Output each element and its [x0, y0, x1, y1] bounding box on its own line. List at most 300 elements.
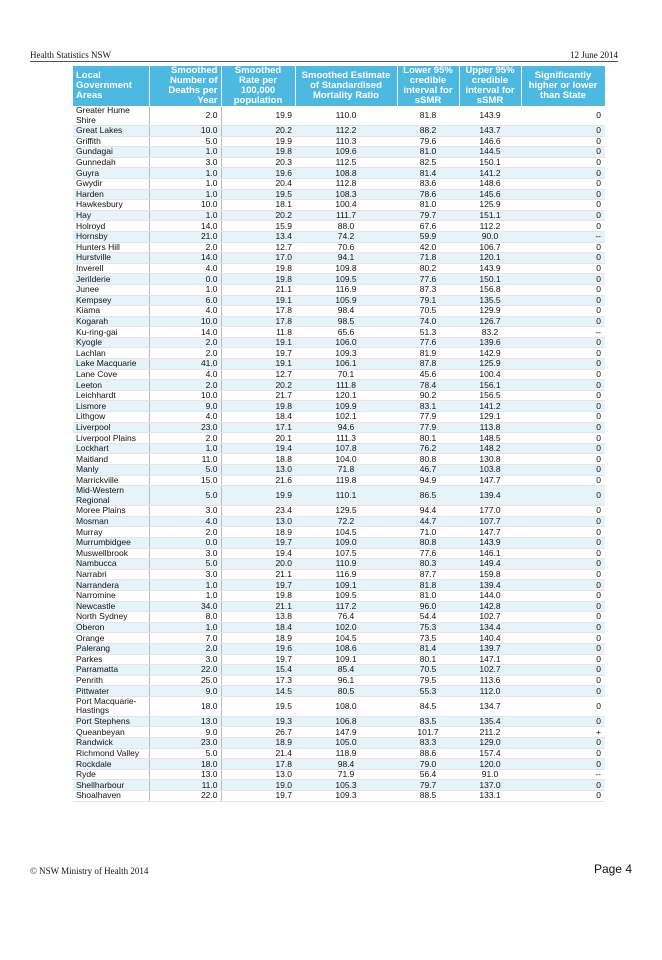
cell-upper-ci: 144.5 — [459, 147, 521, 158]
cell-ssmr: 105.3 — [295, 780, 397, 791]
cell-ssmr: 94.6 — [295, 422, 397, 433]
cell-upper-ci: 134.4 — [459, 622, 521, 633]
cell-significance: -- — [521, 231, 605, 242]
cell-deaths: 1.0 — [149, 189, 221, 200]
table-row — [73, 727, 605, 738]
cell-lower-ci: 71.8 — [397, 253, 459, 264]
cell-ssmr: 100.4 — [295, 200, 397, 211]
cell-lga-name: Parramatta — [73, 665, 149, 676]
cell-deaths: 0.0 — [149, 274, 221, 285]
cell-upper-ci: 150.1 — [459, 274, 521, 285]
cell-rate: 19.1 — [221, 295, 295, 306]
cell-lga-name: Queanbeyan — [73, 727, 149, 738]
cell-deaths: 9.0 — [149, 401, 221, 412]
cell-deaths: 10.0 — [149, 316, 221, 327]
cell-lga-name: Hornsby — [73, 231, 149, 242]
table-row — [73, 686, 605, 697]
cell-significance: 0 — [521, 748, 605, 759]
header-rule — [30, 61, 618, 62]
cell-upper-ci: 135.5 — [459, 295, 521, 306]
cell-upper-ci: 107.7 — [459, 516, 521, 527]
cell-deaths: 10.0 — [149, 126, 221, 137]
cell-lga-name: Ryde — [73, 769, 149, 780]
cell-significance: 0 — [521, 516, 605, 527]
cell-lga-name: Pittwater — [73, 686, 149, 697]
cell-lower-ci: 51.3 — [397, 327, 459, 338]
table-row — [73, 443, 605, 454]
cell-significance: 0 — [521, 253, 605, 264]
cell-lga-name: Mid-Western Regional — [73, 486, 149, 506]
cell-significance: 0 — [521, 221, 605, 232]
cell-deaths: 11.0 — [149, 780, 221, 791]
table-row — [73, 791, 605, 802]
cell-ssmr: 109.5 — [295, 590, 397, 601]
table-row — [73, 537, 605, 548]
cell-rate: 15.9 — [221, 221, 295, 232]
cell-deaths: 1.0 — [149, 210, 221, 221]
cell-significance: 0 — [521, 654, 605, 665]
table-row — [73, 263, 605, 274]
cell-significance: 0 — [521, 622, 605, 633]
cell-lga-name: Hunters Hill — [73, 242, 149, 253]
cell-deaths: 1.0 — [149, 580, 221, 591]
cell-lga-name: Marrickville — [73, 475, 149, 486]
table-row — [73, 295, 605, 306]
cell-rate: 12.7 — [221, 242, 295, 253]
cell-significance: 0 — [521, 189, 605, 200]
cell-lga-name: Oberon — [73, 622, 149, 633]
cell-rate: 17.8 — [221, 306, 295, 317]
cell-rate: 18.9 — [221, 527, 295, 538]
table-row — [73, 454, 605, 465]
cell-upper-ci: 142.9 — [459, 348, 521, 359]
cell-upper-ci: 147.1 — [459, 654, 521, 665]
cell-lower-ci: 81.9 — [397, 348, 459, 359]
cell-rate: 19.3 — [221, 716, 295, 727]
cell-lga-name: Guyra — [73, 168, 149, 179]
table-row — [73, 147, 605, 158]
cell-ssmr: 118.9 — [295, 748, 397, 759]
cell-upper-ci: 102.7 — [459, 612, 521, 623]
cell-lower-ci: 87.7 — [397, 569, 459, 580]
cell-ssmr: 104.5 — [295, 527, 397, 538]
cell-lga-name: Gundagai — [73, 147, 149, 158]
cell-lga-name: North Sydney — [73, 612, 149, 623]
cell-lga-name: Leichhardt — [73, 390, 149, 401]
cell-lower-ci: 77.9 — [397, 412, 459, 423]
table-row — [73, 780, 605, 791]
cell-ssmr: 108.8 — [295, 168, 397, 179]
cell-upper-ci: 143.7 — [459, 126, 521, 137]
cell-lga-name: Maitland — [73, 454, 149, 465]
cell-lga-name: Richmond Valley — [73, 748, 149, 759]
cell-lga-name: Lake Macquarie — [73, 359, 149, 370]
cell-lga-name: Newcastle — [73, 601, 149, 612]
cell-ssmr: 70.6 — [295, 242, 397, 253]
cell-rate: 19.8 — [221, 401, 295, 412]
cell-upper-ci: 83.2 — [459, 327, 521, 338]
cell-rate: 21.7 — [221, 390, 295, 401]
cell-lga-name: Great Lakes — [73, 126, 149, 137]
cell-lga-name: Kyogle — [73, 337, 149, 348]
table-row — [73, 242, 605, 253]
cell-deaths: 41.0 — [149, 359, 221, 370]
cell-upper-ci: 141.2 — [459, 401, 521, 412]
cell-lower-ci: 71.0 — [397, 527, 459, 538]
cell-rate: 19.6 — [221, 643, 295, 654]
cell-ssmr: 108.6 — [295, 643, 397, 654]
cell-significance: 0 — [521, 590, 605, 601]
cell-deaths: 9.0 — [149, 727, 221, 738]
cell-lga-name: Greater Hume Shire — [73, 106, 149, 126]
cell-deaths: 34.0 — [149, 601, 221, 612]
header-date: 12 June 2014 — [570, 50, 618, 60]
cell-deaths: 2.0 — [149, 106, 221, 126]
cell-deaths: 3.0 — [149, 654, 221, 665]
cell-lower-ci: 74.0 — [397, 316, 459, 327]
table-row — [73, 590, 605, 601]
cell-upper-ci: 157.4 — [459, 748, 521, 759]
cell-significance: 0 — [521, 791, 605, 802]
cell-upper-ci: 211.2 — [459, 727, 521, 738]
table-row — [73, 475, 605, 486]
cell-lower-ci: 87.3 — [397, 284, 459, 295]
cell-ssmr: 65.6 — [295, 327, 397, 338]
table-row — [73, 274, 605, 285]
cell-rate: 19.5 — [221, 189, 295, 200]
cell-lower-ci: 90.2 — [397, 390, 459, 401]
cell-lga-name: Kogarah — [73, 316, 149, 327]
cell-lower-ci: 81.0 — [397, 200, 459, 211]
cell-lga-name: Liverpool Plains — [73, 433, 149, 444]
cell-significance: 0 — [521, 759, 605, 770]
cell-significance: 0 — [521, 601, 605, 612]
cell-ssmr: 109.1 — [295, 654, 397, 665]
cell-deaths: 2.0 — [149, 527, 221, 538]
cell-ssmr: 112.8 — [295, 178, 397, 189]
cell-rate: 19.1 — [221, 359, 295, 370]
cell-rate: 21.1 — [221, 284, 295, 295]
cell-lga-name: Port Macquarie-Hastings — [73, 696, 149, 716]
cell-significance: 0 — [521, 580, 605, 591]
cell-deaths: 18.0 — [149, 759, 221, 770]
cell-significance: 0 — [521, 696, 605, 716]
cell-lower-ci: 81.8 — [397, 106, 459, 126]
cell-ssmr: 80.5 — [295, 686, 397, 697]
cell-ssmr: 116.9 — [295, 569, 397, 580]
cell-significance: 0 — [521, 242, 605, 253]
cell-lga-name: Harden — [73, 189, 149, 200]
cell-deaths: 6.0 — [149, 295, 221, 306]
table-row — [73, 548, 605, 559]
cell-rate: 20.1 — [221, 433, 295, 444]
cell-rate: 17.0 — [221, 253, 295, 264]
cell-significance: 0 — [521, 210, 605, 221]
cell-rate: 12.7 — [221, 369, 295, 380]
table-row — [73, 200, 605, 211]
cell-lower-ci: 75.3 — [397, 622, 459, 633]
cell-deaths: 1.0 — [149, 443, 221, 454]
table-row — [73, 401, 605, 412]
cell-deaths: 14.0 — [149, 327, 221, 338]
cell-rate: 21.1 — [221, 569, 295, 580]
table-row — [73, 348, 605, 359]
cell-lga-name: Holroyd — [73, 221, 149, 232]
cell-significance: 0 — [521, 126, 605, 137]
cell-deaths: 1.0 — [149, 168, 221, 179]
table-row — [73, 231, 605, 242]
cell-rate: 20.2 — [221, 126, 295, 137]
cell-lower-ci: 80.1 — [397, 654, 459, 665]
cell-significance: 0 — [521, 136, 605, 147]
cell-deaths: 4.0 — [149, 369, 221, 380]
cell-lga-name: Leeton — [73, 380, 149, 391]
cell-lower-ci: 77.6 — [397, 548, 459, 559]
cell-ssmr: 147.9 — [295, 727, 397, 738]
cell-lga-name: Randwick — [73, 738, 149, 749]
cell-significance: 0 — [521, 369, 605, 380]
cell-rate: 19.8 — [221, 590, 295, 601]
table-row — [73, 601, 605, 612]
cell-lga-name: Rockdale — [73, 759, 149, 770]
cell-lower-ci: 73.5 — [397, 633, 459, 644]
cell-ssmr: 70.1 — [295, 369, 397, 380]
cell-deaths: 1.0 — [149, 590, 221, 601]
cell-upper-ci: 140.4 — [459, 633, 521, 644]
cell-ssmr: 102.1 — [295, 412, 397, 423]
column-header-lower-ci: Lower 95% credible interval for sSMR — [397, 66, 459, 106]
cell-ssmr: 120.1 — [295, 390, 397, 401]
table-row — [73, 643, 605, 654]
cell-lower-ci: 87.8 — [397, 359, 459, 370]
cell-significance: + — [521, 727, 605, 738]
cell-lower-ci: 80.1 — [397, 433, 459, 444]
cell-lower-ci: 42.0 — [397, 242, 459, 253]
cell-rate: 19.6 — [221, 168, 295, 179]
cell-rate: 18.9 — [221, 633, 295, 644]
cell-significance: 0 — [521, 465, 605, 476]
cell-ssmr: 111.7 — [295, 210, 397, 221]
cell-rate: 18.1 — [221, 200, 295, 211]
cell-ssmr: 98.4 — [295, 759, 397, 770]
cell-ssmr: 105.0 — [295, 738, 397, 749]
table-row — [73, 126, 605, 137]
table-row — [73, 612, 605, 623]
cell-lga-name: Penrith — [73, 675, 149, 686]
cell-upper-ci: 100.4 — [459, 369, 521, 380]
table-row — [73, 136, 605, 147]
cell-significance: 0 — [521, 306, 605, 317]
cell-lower-ci: 46.7 — [397, 465, 459, 476]
cell-deaths: 25.0 — [149, 675, 221, 686]
table-row — [73, 696, 605, 716]
footer-copyright: © NSW Ministry of Health 2014 — [30, 866, 149, 876]
cell-significance: 0 — [521, 168, 605, 179]
cell-significance: 0 — [521, 178, 605, 189]
table-row — [73, 516, 605, 527]
cell-lga-name: Murray — [73, 527, 149, 538]
cell-rate: 15.4 — [221, 665, 295, 676]
cell-significance: 0 — [521, 316, 605, 327]
cell-lga-name: Jerilderie — [73, 274, 149, 285]
table-row — [73, 380, 605, 391]
cell-rate: 18.9 — [221, 738, 295, 749]
cell-lga-name: Shoalhaven — [73, 791, 149, 802]
table-row — [73, 359, 605, 370]
cell-rate: 13.0 — [221, 769, 295, 780]
cell-deaths: 14.0 — [149, 221, 221, 232]
cell-lower-ci: 54.4 — [397, 612, 459, 623]
cell-significance: 0 — [521, 401, 605, 412]
cell-deaths: 5.0 — [149, 136, 221, 147]
cell-lower-ci: 59.9 — [397, 231, 459, 242]
cell-significance: 0 — [521, 506, 605, 517]
cell-ssmr: 108.3 — [295, 189, 397, 200]
cell-ssmr: 119.8 — [295, 475, 397, 486]
cell-significance: 0 — [521, 537, 605, 548]
cell-deaths: 15.0 — [149, 475, 221, 486]
cell-lga-name: Ku-ring-gai — [73, 327, 149, 338]
cell-upper-ci: 147.7 — [459, 475, 521, 486]
cell-deaths: 4.0 — [149, 306, 221, 317]
cell-ssmr: 108.0 — [295, 696, 397, 716]
cell-deaths: 5.0 — [149, 486, 221, 506]
cell-significance: 0 — [521, 200, 605, 211]
cell-upper-ci: 139.6 — [459, 337, 521, 348]
cell-lga-name: Lockhart — [73, 443, 149, 454]
table-row — [73, 369, 605, 380]
cell-significance: 0 — [521, 274, 605, 285]
cell-deaths: 3.0 — [149, 569, 221, 580]
cell-lower-ci: 83.6 — [397, 178, 459, 189]
cell-significance: -- — [521, 327, 605, 338]
cell-rate: 23.4 — [221, 506, 295, 517]
cell-rate: 19.7 — [221, 580, 295, 591]
cell-significance: 0 — [521, 780, 605, 791]
cell-deaths: 8.0 — [149, 612, 221, 623]
table-row — [73, 465, 605, 476]
cell-upper-ci: 139.7 — [459, 643, 521, 654]
cell-ssmr: 106.8 — [295, 716, 397, 727]
cell-ssmr: 111.8 — [295, 380, 397, 391]
cell-upper-ci: 129.1 — [459, 412, 521, 423]
cell-upper-ci: 143.9 — [459, 537, 521, 548]
cell-lga-name: Kempsey — [73, 295, 149, 306]
cell-lga-name: Port Stephens — [73, 716, 149, 727]
cell-lower-ci: 79.7 — [397, 780, 459, 791]
cell-upper-ci: 159.8 — [459, 569, 521, 580]
cell-lower-ci: 88.6 — [397, 748, 459, 759]
cell-upper-ci: 151.1 — [459, 210, 521, 221]
cell-lower-ci: 81.4 — [397, 168, 459, 179]
cell-upper-ci: 91.0 — [459, 769, 521, 780]
cell-ssmr: 72.2 — [295, 516, 397, 527]
cell-lower-ci: 79.1 — [397, 295, 459, 306]
table-row — [73, 665, 605, 676]
cell-ssmr: 96.1 — [295, 675, 397, 686]
cell-lga-name: Kiama — [73, 306, 149, 317]
cell-lga-name: Inverell — [73, 263, 149, 274]
cell-upper-ci: 150.1 — [459, 157, 521, 168]
cell-significance: 0 — [521, 486, 605, 506]
cell-significance: 0 — [521, 337, 605, 348]
cell-lga-name: Hurstville — [73, 253, 149, 264]
cell-lower-ci: 81.8 — [397, 580, 459, 591]
cell-upper-ci: 125.9 — [459, 200, 521, 211]
cell-deaths: 2.0 — [149, 242, 221, 253]
cell-upper-ci: 120.0 — [459, 759, 521, 770]
cell-ssmr: 98.5 — [295, 316, 397, 327]
footer-page-number: Page 4 — [593, 862, 632, 876]
cell-deaths: 1.0 — [149, 284, 221, 295]
cell-deaths: 2.0 — [149, 380, 221, 391]
cell-deaths: 2.0 — [149, 337, 221, 348]
cell-upper-ci: 129.9 — [459, 306, 521, 317]
cell-ssmr: 98.4 — [295, 306, 397, 317]
cell-rate: 19.4 — [221, 548, 295, 559]
cell-lower-ci: 94.4 — [397, 506, 459, 517]
column-header-rate: Smoothed Rate per 100,000 population — [221, 66, 295, 106]
cell-lga-name: Mosman — [73, 516, 149, 527]
cell-ssmr: 112.2 — [295, 126, 397, 137]
cell-ssmr: 88.0 — [295, 221, 397, 232]
cell-lower-ci: 81.0 — [397, 147, 459, 158]
cell-significance: 0 — [521, 106, 605, 126]
cell-rate: 13.0 — [221, 516, 295, 527]
cell-lower-ci: 55.3 — [397, 686, 459, 697]
cell-ssmr: 106.1 — [295, 359, 397, 370]
cell-lower-ci: 78.6 — [397, 189, 459, 200]
cell-significance: 0 — [521, 263, 605, 274]
cell-significance: 0 — [521, 633, 605, 644]
cell-deaths: 2.0 — [149, 643, 221, 654]
cell-deaths: 3.0 — [149, 548, 221, 559]
table-row — [73, 210, 605, 221]
cell-rate: 20.0 — [221, 559, 295, 570]
cell-lga-name: Orange — [73, 633, 149, 644]
table-row — [73, 527, 605, 538]
cell-deaths: 18.0 — [149, 696, 221, 716]
column-header-significance: Significantly higher or lower than State — [521, 66, 605, 106]
cell-lower-ci: 77.9 — [397, 422, 459, 433]
cell-lower-ci: 88.5 — [397, 791, 459, 802]
cell-significance: 0 — [521, 716, 605, 727]
column-header-deaths: Smoothed Number of Deaths per Year — [149, 66, 221, 106]
cell-rate: 20.2 — [221, 210, 295, 221]
cell-lga-name: Narromine — [73, 590, 149, 601]
cell-lga-name: Shellharbour — [73, 780, 149, 791]
table-row — [73, 654, 605, 665]
cell-rate: 19.5 — [221, 696, 295, 716]
cell-lower-ci: 80.8 — [397, 537, 459, 548]
cell-upper-ci: 103.8 — [459, 465, 521, 476]
cell-lower-ci: 81.0 — [397, 590, 459, 601]
cell-ssmr: 110.9 — [295, 559, 397, 570]
cell-ssmr: 102.0 — [295, 622, 397, 633]
cell-deaths: 5.0 — [149, 465, 221, 476]
cell-upper-ci: 139.4 — [459, 580, 521, 591]
cell-lower-ci: 86.5 — [397, 486, 459, 506]
cell-upper-ci: 130.8 — [459, 454, 521, 465]
cell-lower-ci: 101.7 — [397, 727, 459, 738]
cell-significance: 0 — [521, 390, 605, 401]
cell-upper-ci: 129.0 — [459, 738, 521, 749]
cell-upper-ci: 134.7 — [459, 696, 521, 716]
cell-upper-ci: 147.7 — [459, 527, 521, 538]
cell-deaths: 7.0 — [149, 633, 221, 644]
cell-rate: 20.3 — [221, 157, 295, 168]
cell-ssmr: 109.3 — [295, 348, 397, 359]
